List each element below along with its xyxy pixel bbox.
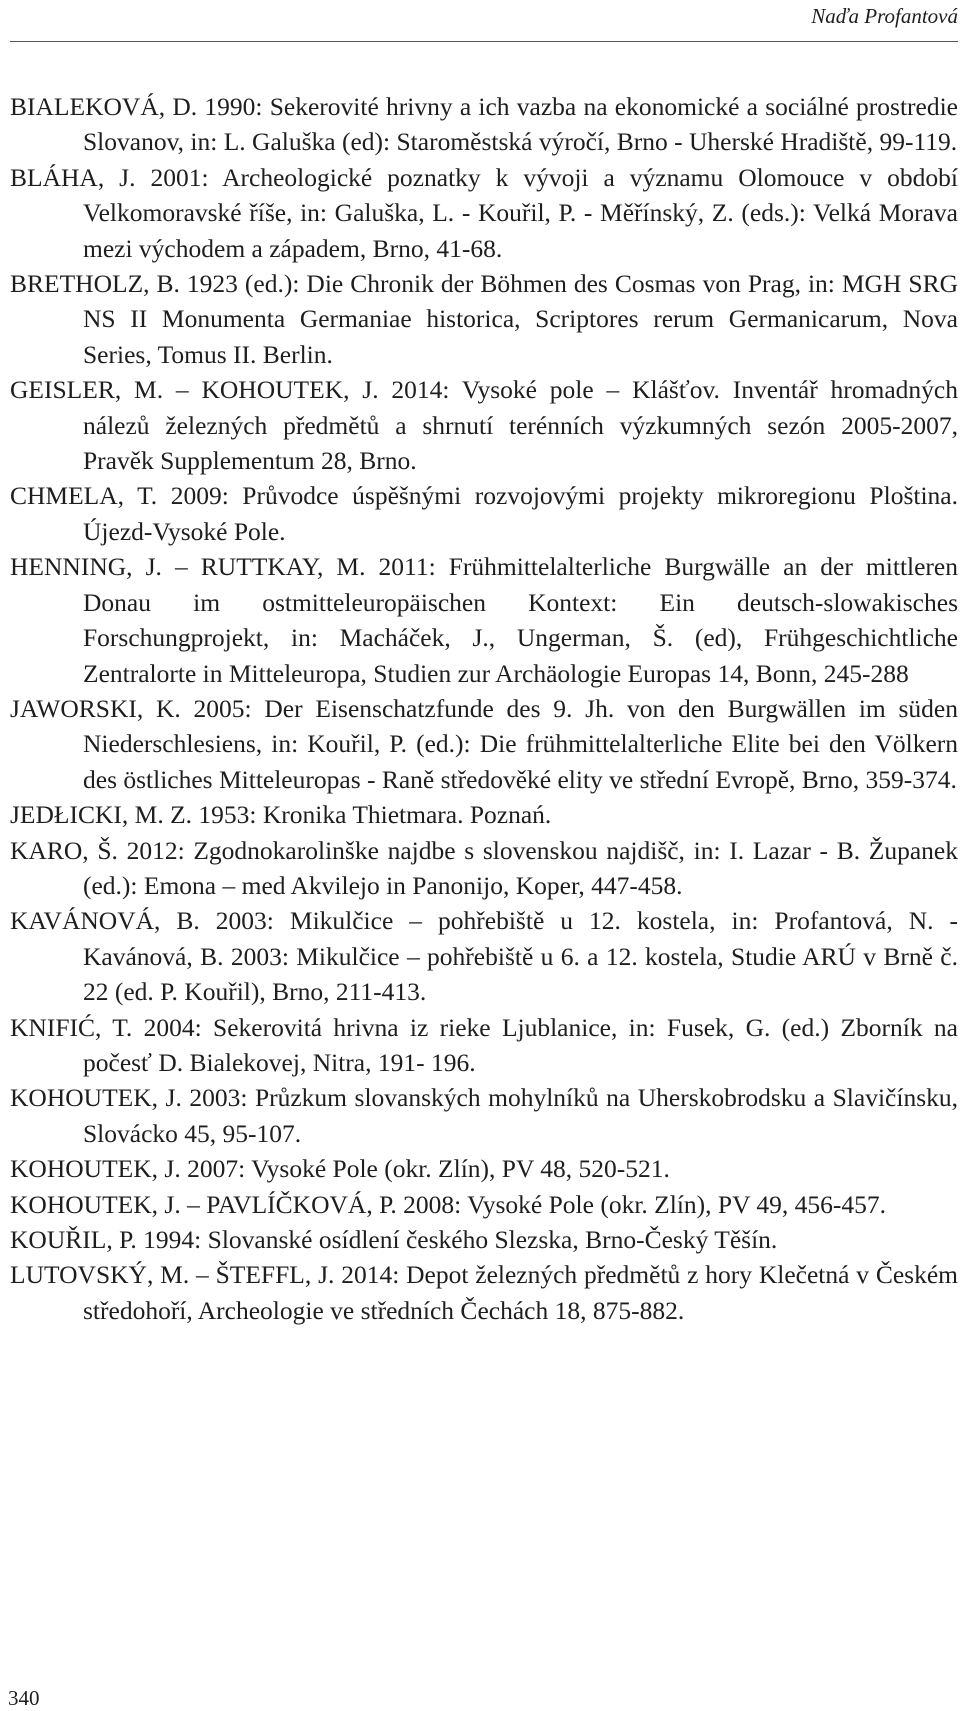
bibliography-entry: KOUŘIL, P. 1994: Slovanské osídlení českého Slezska, Brno-Český Těšín. (10, 1225, 778, 1254)
bibliography-entry: KAVÁNOVÁ, B. 2003: Mikulčice – pohřebiště u 12. kostela, in: Profantová, N. - Kavánová, B. 2003: Mikulčice – pohřebiště u 6. a 12. kostela, Studie ARÚ v Brně č. 22 (ed. P. Kouřil), Brno, 211-413. (10, 906, 958, 1007)
bibliography-entry: CHMELA, T. 2009: Průvodce úspěšnými rozvojovými projekty mikroregionu Ploština. Újezd-Vysoké Pole. (10, 481, 958, 546)
bibliography-entry: KOHOUTEK, J. 2007: Vysoké Pole (okr. Zlín), PV 48, 520-521. (10, 1154, 670, 1184)
bibliography-entry: KOHOUTEK, J. 2003: Průzkum slovanských mohylníků na Uherskobrodsku a Slavičínsku, Slovácko 45, 95-107. (10, 1083, 958, 1148)
page-number: 340 (8, 1686, 40, 1710)
bibliography-entry: GEISLER, M. – KOHOUTEK, J. 2014: Vysoké pole – Klášťov. Inventář hromadných nálezů železných předmětů a shrnutí terénních výzkumných sezón 2005-2007, Pravěk Supplementum 28, Brno. (10, 375, 958, 476)
bibliography-entry: JAWORSKI, K. 2005: Der Eisenschatzfunde des 9. Jh. von den Burgwällen im süden Niederschlesiens, in: Kouřil, P. (ed.): Die frühmittelalterliche Elite bei den Völkern des östliches Mitteleuropas - Raně středověké elity ve střední Evropě, Brno, 359-374. (10, 693, 958, 794)
bibliography-entry: JEDŁICKI, M. Z. 1953: Kronika Thietmara. Poznań. (10, 800, 552, 830)
bibliography-list (10, 89, 958, 1328)
running-head (10, 0, 958, 42)
bibliography-entry: BRETHOLZ, B. 1923 (ed.): Die Chronik der Böhmen des Cosmas von Prag, in: MGH SRG NS II Monumenta Germaniae historica, Scriptores rerum Germanicarum, Nova Series, Tomus II. Berlin. (10, 269, 958, 369)
bibliography-entry: KNIFIĆ, T. 2004: Sekerovitá hrivna iz rieke Ljublanice, in: Fusek, G. (ed.) Zborník na počesť D. Bialekovej, Nitra, 191- 196. (10, 1012, 958, 1077)
bibliography-entry: KARO, Š. 2012: Zgodnokarolinške najdbe s slovenskou najdišč, in: I. Lazar - B. Županek (ed.): Emona – med Akvilejo in Panonijo, Koper, 447-458. (10, 835, 958, 900)
bibliography-entry: BIALEKOVÁ, D. 1990: Sekerovité hrivny a ich vazba na ekonomické a sociálné prostredie Slovanov, in: L. Galuška (ed): Staroměstská výročí, Brno - Uherské Hradiště, 99-119. (10, 92, 958, 157)
bibliography-entry: LUTOVSKÝ, M. – ŠTEFFL, J. 2014: Depot železných předmětů z hory Klečetná v Českém středohoří, Archeologie ve středních Čechách 18, 875-882. (10, 1260, 958, 1325)
running-head-author: Naďa Profantová (811, 4, 958, 28)
bibliography-entry: HENNING, J. – RUTTKAY, M. 2011: Frühmittelalterliche Burgwälle an der mittleren Donau im ostmitteleuropäischen Kontext: Ein deutsch-slowakisches Forschungprojekt, in: Macháček, J., Ungerman, Š. (ed), Frühgeschichtliche Zentralorte in Mitteleuropa, Studien zur Archäologie Europas 14, Bonn, 245-288 (10, 552, 958, 688)
bibliography-entry: KOHOUTEK, J. – PAVLÍČKOVÁ, P. 2008: Vysoké Pole (okr. Zlín), PV 49, 456-457. (10, 1189, 887, 1219)
bibliography-entry: BLÁHA, J. 2001: Archeologické poznatky k vývoji a významu Olomouce v období Velkomoravské říše, in: Galuška, L. - Kouřil, P. - Měřínský, Z. (eds.): Velká Morava mezi východem a západem, Brno, 41-68. (10, 162, 958, 263)
